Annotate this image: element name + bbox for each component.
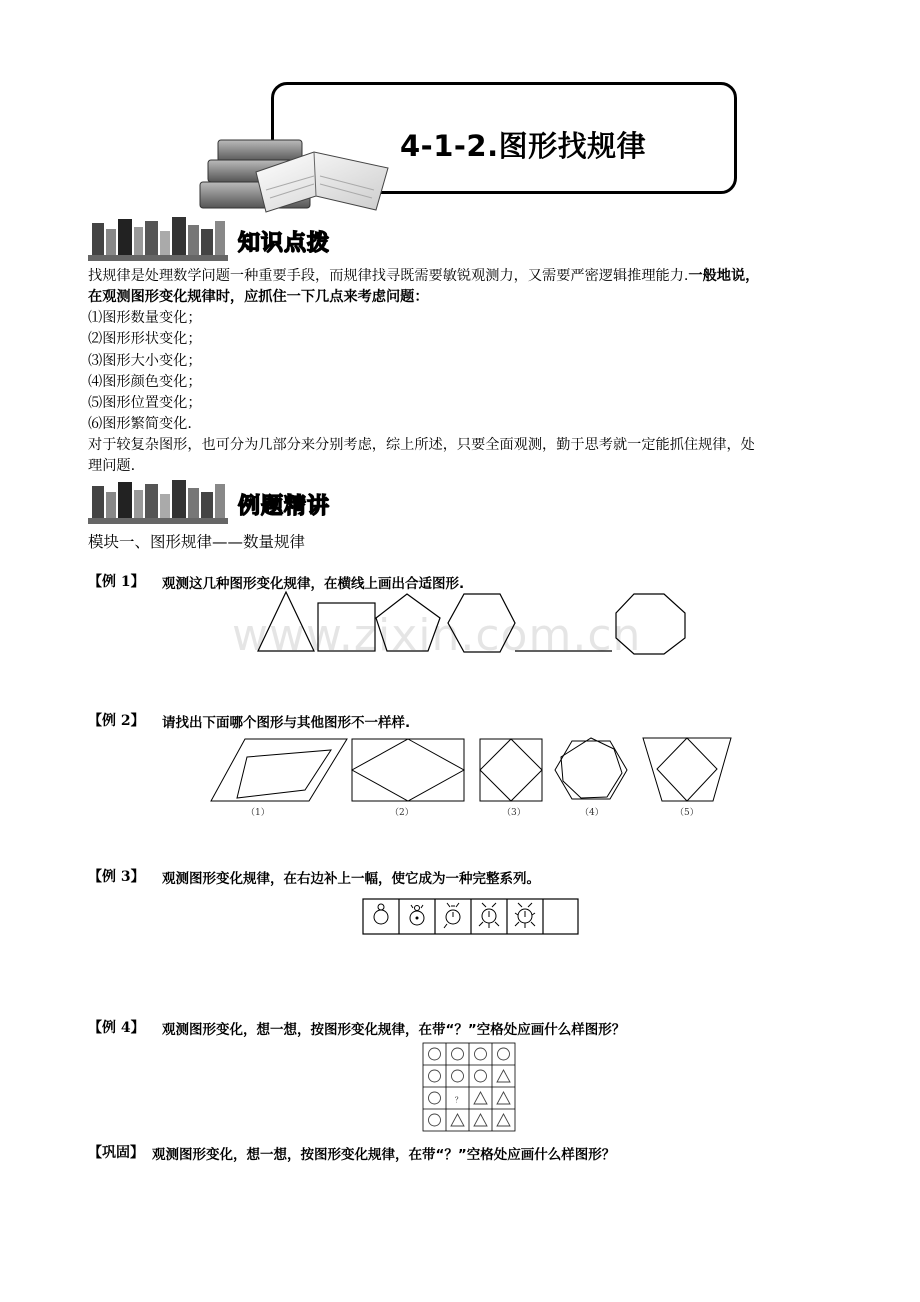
bookshelf-icon	[88, 478, 230, 526]
watermark: www.zixin.com.cn	[232, 610, 642, 661]
list-item: ⑵图形形状变化；	[88, 331, 202, 348]
example-3-figure	[362, 897, 580, 937]
factor-list	[88, 308, 202, 436]
example-4-text: 观测图形变化，想一想，按图形变化规律，在带“？”空格处应画什么样图形？	[162, 1022, 626, 1038]
list-item: ⑶图形大小变化；	[88, 352, 202, 369]
figure-caption: （4）	[580, 808, 604, 818]
clock-figure-1	[374, 904, 388, 924]
example-4-label: 【例 4】	[88, 1020, 145, 1036]
summary-line2: 理问题.	[88, 458, 136, 474]
consolidation-text: 观测图形变化，想一想，按图形变化规律，在带“？”空格处应画什么样图形？	[152, 1147, 616, 1163]
example-3-label: 【例 3】	[88, 869, 145, 885]
clock-figure-5	[515, 903, 535, 928]
list-item: ⑹图形繁简变化.	[88, 416, 192, 433]
shape-3-square	[480, 739, 542, 801]
example-2-label: 【例 2】	[88, 713, 145, 729]
hexagon-shape	[448, 594, 515, 652]
example-4-grid	[422, 1042, 518, 1134]
page-title: 4-1-2.图形找规律	[400, 129, 647, 163]
section-title-knowledge: 知识点拨	[238, 231, 331, 256]
summary-line1: 对于较复杂图形，也可分为几部分来分别考虑，综上所述，只要全面观测，勤于思考就一定能抓住规律，处	[88, 437, 755, 453]
list-item: ⑸图形位置变化；	[88, 395, 202, 412]
books-illustration	[196, 132, 396, 216]
clock-figure-4	[479, 903, 499, 928]
example-1-label: 【例 1】	[88, 574, 145, 590]
example-1-figure	[250, 588, 695, 658]
shape-4-hexagon	[555, 738, 627, 799]
consolidation-label: 【巩固】	[88, 1145, 144, 1161]
example-3-text: 观测图形变化规律，在右边补上一幅，使它成为一种完整系列。	[162, 871, 540, 887]
triangle-shape	[258, 592, 314, 651]
shape-5-trapezoid	[643, 738, 731, 801]
octagon-shape	[616, 594, 685, 654]
bookshelf-icon	[88, 215, 230, 263]
intro-line1: 找规律是处理数学问题一种重要手段，而规律找寻既需要敏锐观测力，又需要严密逻辑推理能力.一般地说，	[88, 268, 760, 284]
shape-2-rectangle	[352, 739, 464, 801]
example-2-figure	[205, 735, 735, 805]
figure-caption: （3）	[502, 808, 526, 818]
clock-figure-3	[444, 903, 460, 928]
shape-1-parallelogram	[211, 739, 347, 801]
question-mark: ？	[455, 1096, 462, 1104]
module-heading: 模块一、图形规律——数量规律	[88, 533, 306, 551]
square-shape	[318, 603, 375, 651]
clock-figure-2	[410, 905, 424, 925]
figure-caption: （5）	[675, 808, 699, 818]
list-item: ⑷图形颜色变化；	[88, 373, 202, 390]
figure-caption: （2）	[390, 808, 414, 818]
pentagon-shape	[376, 594, 440, 651]
example-1-text: 观测这几种图形变化规律，在横线上画出合适图形.	[162, 576, 465, 592]
example-2-text: 请找出下面哪个图形与其他图形不一样样.	[162, 715, 411, 731]
section-title-examples: 例题精讲	[238, 494, 331, 519]
intro-line2: 在观测图形变化规律时，应抓住一下几点来考虑问题：	[88, 289, 429, 305]
list-item: ⑴图形数量变化；	[88, 310, 202, 326]
figure-caption: （1）	[246, 808, 270, 818]
